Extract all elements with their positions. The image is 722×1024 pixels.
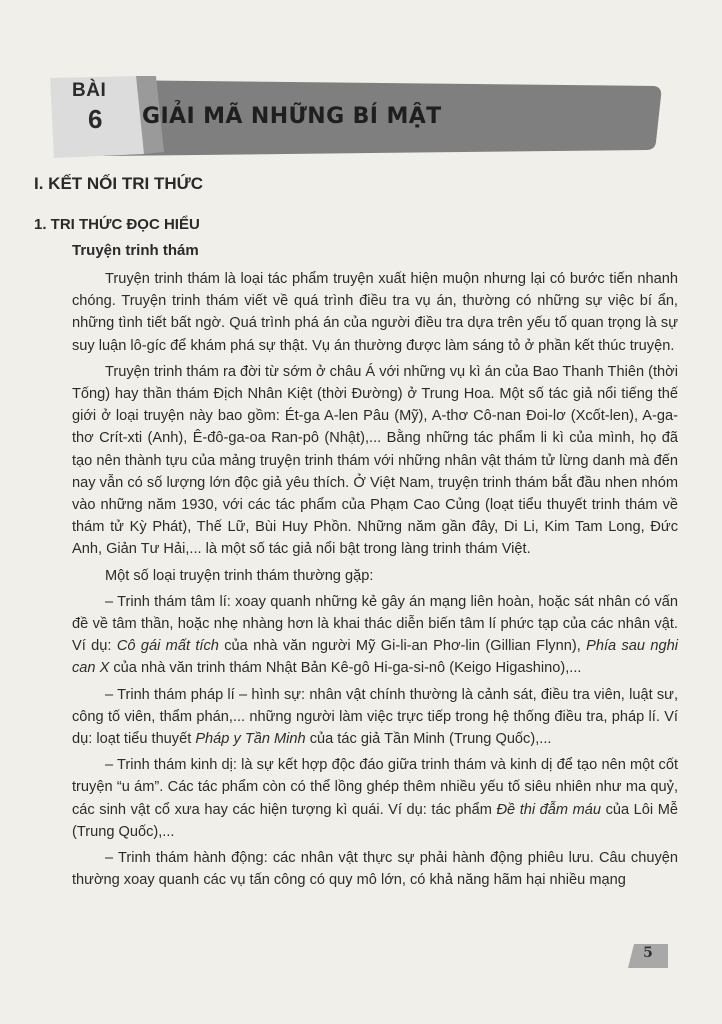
lesson-title: GIẢI MÃ NHỮNG BÍ MẬT <box>142 104 442 129</box>
lesson-number: 6 <box>88 104 103 134</box>
list-item <box>72 591 678 680</box>
list-item <box>72 754 678 843</box>
item-text: – Trinh thám tâm lí: xoay quanh những kẻ gây án mạng liên hoàn, hoặc sát nhân có vấn đề về tâm thần, hoặc nhẹ nhàng hơn là khai thác diễn biến tâm lí phức tạp của các nhân vật. Ví dụ: <box>72 593 678 655</box>
book-title: Pháp y Tần Minh <box>195 731 306 748</box>
section-heading: I. KẾT NỐI TRI THỨC <box>34 174 203 193</box>
item-text: – Trinh thám kinh dị: là sự kết hợp độc đáo giữa trinh thám và kinh dị để tạo nên một cốt truyện “u ám”. Các tác phẩm còn có thể lồng ghép thêm nhiều yếu tố siêu nhiên như ma quỷ, các sinh vật cổ xưa hay các hiện tượng kì quái. Ví dụ: tác phẩm <box>72 757 678 818</box>
body-text <box>72 268 678 895</box>
subsection-heading: 1. TRI THỨC ĐỌC HIỂU <box>34 216 200 233</box>
paragraph: Truyện trinh thám ra đời từ sớm ở châu Á với những vụ kì án của Bao Thanh Thiên (thời Tống) hay thần thám Địch Nhân Kiệt (thời Đường) ở Trung Hoa. Một số tác giả nổi tiếng thế giới ở loại truyện này bao gồm: Ét-ga A-len Pâu (Mỹ), A-thơ Cô-nan Đoi-lơ (Xcốt-len), A-ga-thơ Crít-xti (Anh), Ê-đô-ga-oa Ran-pô (Nhật),... Bằng những tác phẩm li kì của mình, họ đã tạo nên thành tựu của mảng truyện trinh thám với những nhân vật thám tử lừng danh mà đến nay vẫn có số lượng lớn độc giả yêu thích. Ở Việt Nam, truyện trinh thám bắt đầu nhen nhóm vào những năm 1930, với các tác phẩm của Phạm Cao Củng (loạt tiểu thuyết trinh thám về thám tử Kỳ Phát), Thế Lữ, Bùi Huy Phồn. Những năm gần đây, Di Li, Kim Tam Long, Đức Anh, Giản Tư Hải,... là một số tác giả nổi bật trong làng trinh thám Việt. <box>72 363 678 558</box>
item-text: của tác giả Tần Minh (Trung Quốc),... <box>305 731 552 748</box>
item-text: của nhà văn người Mỹ Gi-li-an Phơ-lin (Gillian Flynn), <box>218 638 587 655</box>
list-item: – Trinh thám hành động: các nhân vật thực sự phải hành động phiêu lưu. Câu chuyện thường xoay quanh các vụ tấn công có quy mô lớn, có khả năng hãm hại nhiều mạng <box>72 850 678 889</box>
list-item <box>72 684 678 751</box>
item-text: – Trinh thám pháp lí – hình sự: nhân vật chính thường là cảnh sát, điều tra viên, luật sư, công tố viên, thẩm phán,... những người làm việc trực tiếp trong hệ thống điều tra, pháp lí. Ví dụ: loạt tiểu thuyết <box>72 686 678 748</box>
topic-heading: Truyện trinh thám <box>72 242 199 259</box>
lesson-banner <box>44 74 666 158</box>
page-number: 5 <box>643 945 653 961</box>
lesson-label: BÀI <box>72 80 107 101</box>
book-title: Đề thi đẫm máu <box>496 801 602 818</box>
paragraph: Truyện trinh thám là loại tác phẩm truyện xuất hiện muộn nhưng lại có bước tiến nhanh chóng. Truyện trinh thám viết về quá trình điều tra vụ án, thường có những sự việc bí ẩn, những tình tiết bất ngờ. Quá trình phá án của người điều tra dựa trên yếu tố quan trọng là sự suy luận lô-gíc để khám phá sự thật. Vụ án thường được làm sáng tỏ ở phần kết thúc truyện. <box>72 271 678 354</box>
item-text: của Lôi Mễ (Trung Quốc),... <box>72 801 678 840</box>
item-text: của nhà văn trinh thám Nhật Bản Kê-gô Hi-ga-si-nô (Keigo Higashino),... <box>109 660 582 677</box>
book-title: Phía sau nghi can X <box>72 638 678 677</box>
book-title: Cô gái mất tích <box>116 638 219 655</box>
paragraph: Một số loại truyện trinh thám thường gặp: <box>105 567 374 584</box>
